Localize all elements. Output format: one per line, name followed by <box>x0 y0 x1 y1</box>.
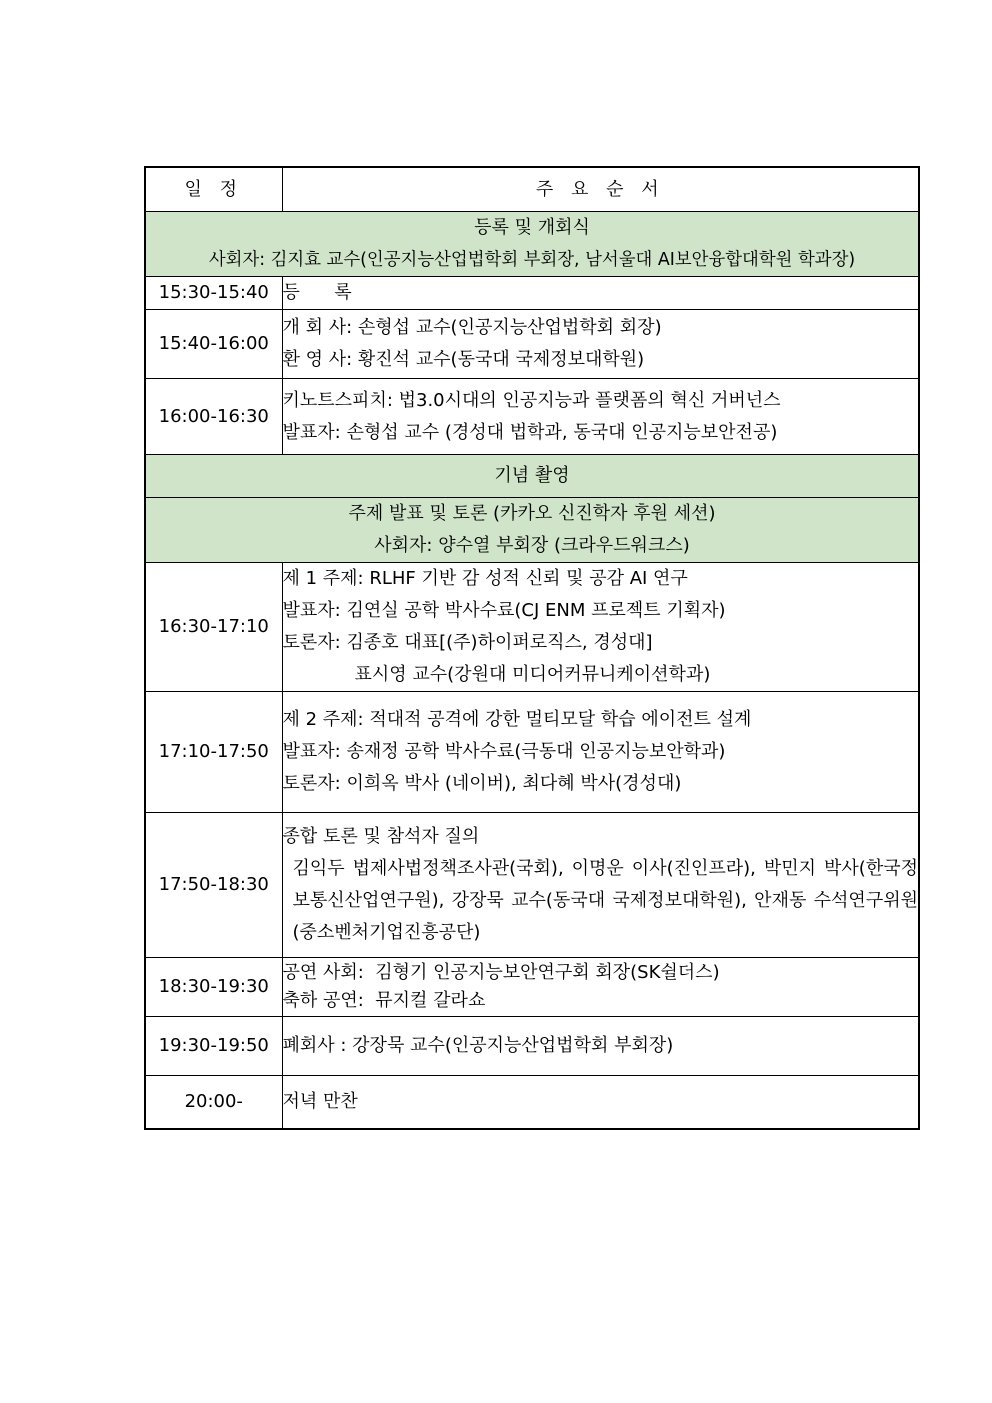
table-row <box>145 563 919 692</box>
row-paragraph: 김익두 법제사법정책조사관(국회), 이명운 이사(진인프라), 박민지 박사(한국정보통신산업연구원), 강장묵 교수(동국대 국제정보대학원), 안재동 수석연구위원(중소벤처기업진흥공단) <box>292 858 918 943</box>
row-line: 축하 공연: 뮤지컬 갈라쇼 <box>282 990 486 1011</box>
row-content <box>282 958 919 1017</box>
row-line: 토론자: 김종호 대표[(주)하이퍼로직스, 경성대] <box>282 632 653 653</box>
row-line: 공연 사회: 김형기 인공지능보안연구회 회장(SK쉴더스) <box>282 962 720 983</box>
row-time: 19:30-19:50 <box>145 1017 282 1076</box>
table-row <box>145 277 919 310</box>
section-row-photo <box>145 455 919 498</box>
section-title: 등록 및 개회식 <box>474 217 590 238</box>
section-row-opening <box>145 212 919 277</box>
row-line: 종합 토론 및 참석자 질의 <box>282 826 480 847</box>
row-time: 17:10-17:50 <box>145 692 282 813</box>
row-time: 15:30-15:40 <box>145 277 282 310</box>
row-line: 개 회 사: 손형섭 교수(인공지능산업법학회 회장) <box>282 317 662 338</box>
row-content <box>282 379 919 455</box>
row-content <box>282 563 919 692</box>
row-line: 키노트스피치: 법3.0시대의 인공지능과 플랫폼의 혁신 거버넌스 <box>282 389 781 411</box>
section-title: 기념 촬영 <box>494 465 570 486</box>
row-line: 저녁 만찬 <box>282 1091 358 1112</box>
row-content <box>282 310 919 379</box>
row-line: 폐회사 : 강장묵 교수(인공지능산업법학회 부회장) <box>282 1035 674 1056</box>
row-line: 환 영 사: 황진석 교수(동국대 국제정보대학원) <box>282 349 645 370</box>
row-time: 15:40-16:00 <box>145 310 282 379</box>
row-content <box>282 692 919 813</box>
row-content <box>282 813 919 958</box>
row-line: 제 2 주제: 적대적 공격에 강한 멀티모달 학습 에이전트 설계 <box>282 709 752 730</box>
table-row <box>145 958 919 1017</box>
row-time: 17:50-18:30 <box>145 813 282 958</box>
section-session <box>145 498 919 563</box>
section-title: 주제 발표 및 토론 (카카오 신진학자 후원 세션) <box>348 503 716 524</box>
header-time: 일 정 <box>145 167 282 212</box>
row-line: 표시영 교수(강원대 미디어커뮤니케이션학과) <box>354 664 711 685</box>
table-header-row <box>145 167 919 212</box>
header-content: 주 요 순 서 <box>282 167 919 212</box>
table-row <box>145 813 919 958</box>
row-content <box>282 277 919 310</box>
row-time: 16:30-17:10 <box>145 563 282 692</box>
table-row <box>145 310 919 379</box>
row-line: 발표자: 송재정 공학 박사수료(극동대 인공지능보안학과) <box>282 741 726 762</box>
section-photo <box>145 455 919 498</box>
row-time: 16:00-16:30 <box>145 379 282 455</box>
event-schedule-table <box>144 166 920 1130</box>
section-opening <box>145 212 919 277</box>
row-content <box>282 1017 919 1076</box>
section-row-session <box>145 498 919 563</box>
section-host: 사회자: 김지효 교수(인공지능산업법학회 부회장, 남서울대 AI보안융합대학원 학과장) <box>208 250 856 270</box>
row-time: 20:00- <box>145 1076 282 1130</box>
row-line: 등 록 <box>282 282 352 303</box>
section-host: 사회자: 양수열 부회장 (크라우드워크스) <box>374 535 690 556</box>
row-line: 제 1 주제: RLHF 기반 감 성적 신뢰 및 공감 AI 연구 <box>282 568 688 589</box>
table-row <box>145 692 919 813</box>
row-line: 발표자: 김연실 공학 박사수료(CJ ENM 프로젝트 기획자) <box>282 600 726 621</box>
row-line: 토론자: 이희옥 박사 (네이버), 최다혜 박사(경성대) <box>282 773 682 794</box>
table-row <box>145 1017 919 1076</box>
row-line: 발표자: 손형섭 교수 (경성대 법학과, 동국대 인공지능보안전공) <box>282 421 778 443</box>
table-row <box>145 379 919 455</box>
row-content <box>282 1076 919 1130</box>
row-time: 18:30-19:30 <box>145 958 282 1017</box>
table-row <box>145 1076 919 1130</box>
